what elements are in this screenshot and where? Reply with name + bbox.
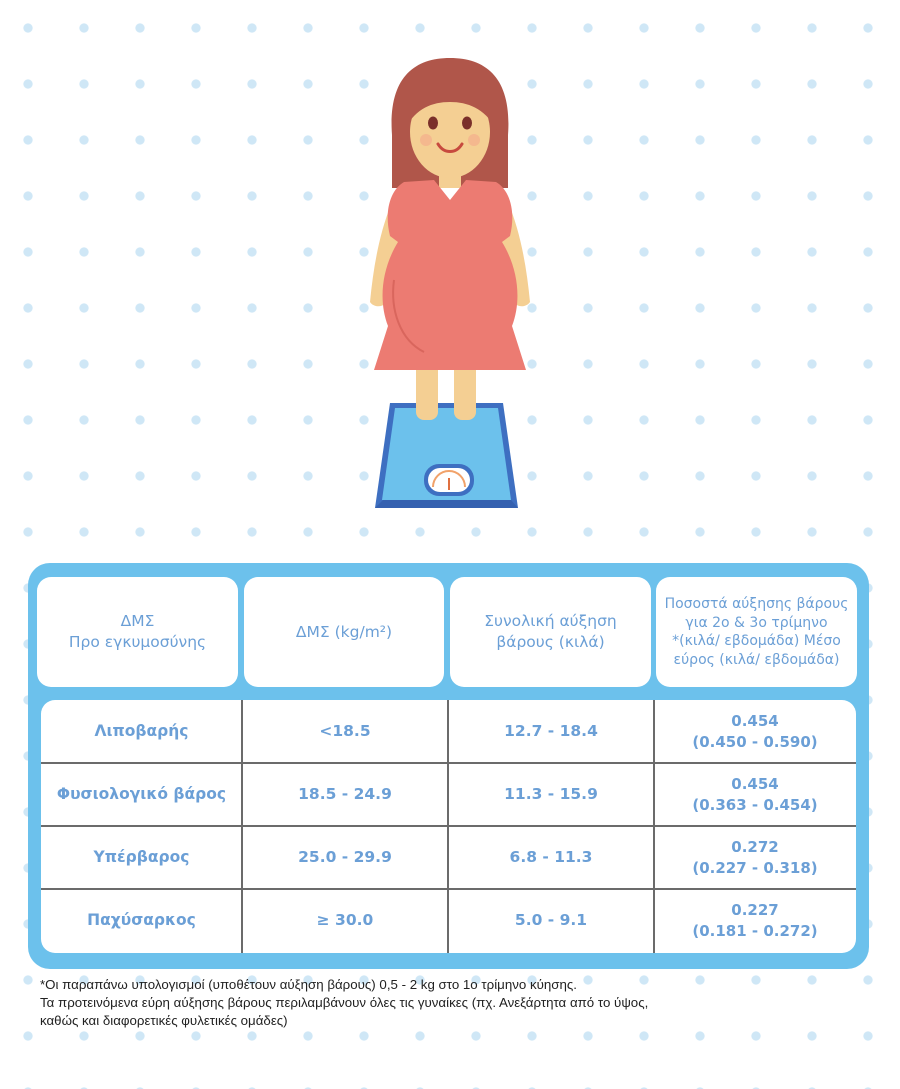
row-category: Λιποβαρής bbox=[94, 722, 189, 740]
footnote-line: *Οι παραπάνω υπολογισμοί (υποθέτουν αύξηση βάρους) 0,5 - 2 kg στο 1ο τρίμηνο κύησης. bbox=[40, 977, 577, 992]
weight-gain-table bbox=[28, 563, 869, 969]
row-category: Παχύσαρκος bbox=[87, 911, 196, 929]
header-total-weight-gain: Συνολική αύξηση βάρους (κιλά) bbox=[450, 577, 651, 687]
footnote-line: καθώς και διαφορετικές φυλετικές ομάδες) bbox=[40, 1013, 288, 1028]
row-divider bbox=[41, 888, 856, 890]
row-weekly-rate: 0.454 (0.450 - 0.590) bbox=[692, 711, 818, 751]
row-total-gain: 6.8 - 11.3 bbox=[509, 848, 593, 866]
table-body bbox=[41, 700, 856, 953]
woman-on-scale-illustration bbox=[340, 40, 560, 520]
row-total-gain: 11.3 - 15.9 bbox=[504, 785, 598, 803]
woman-icon bbox=[370, 58, 530, 420]
footnote bbox=[40, 976, 870, 1030]
row-weekly-rate: 0.454 (0.363 - 0.454) bbox=[692, 774, 818, 814]
row-bmi: ≥ 30.0 bbox=[316, 911, 374, 929]
header-weekly-gain-rate: Ποσοστά αύξησης βάρους για 2ο & 3ο τρίμηνο *(κιλά/ εβδομάδα) Μέσο εύρος (κιλά/ εβδομάδα) bbox=[656, 577, 857, 687]
row-weekly-rate: 0.227 (0.181 - 0.272) bbox=[692, 900, 818, 940]
row-divider bbox=[41, 762, 856, 764]
row-bmi: 18.5 - 24.9 bbox=[298, 785, 392, 803]
footnote-line: Τα προτεινόμενα εύρη αύξησης βάρους περιλαμβάνουν όλες τις γυναίκες (πχ. Ανεξάρτητα από το ύψος, bbox=[40, 995, 649, 1010]
row-total-gain: 5.0 - 9.1 bbox=[514, 911, 588, 929]
row-weekly-rate: 0.272 (0.227 - 0.318) bbox=[692, 837, 818, 877]
row-bmi: <18.5 bbox=[319, 722, 371, 740]
row-total-gain: 12.7 - 18.4 bbox=[504, 722, 598, 740]
header-bmi-pre-pregnancy: ΔΜΣ Προ εγκυμοσύνης bbox=[37, 577, 238, 687]
scale-icon bbox=[375, 403, 518, 508]
row-category: Φυσιολογικό βάρος bbox=[56, 785, 227, 803]
header-bmi-value: ΔΜΣ (kg/m²) bbox=[244, 577, 444, 687]
row-divider bbox=[41, 825, 856, 827]
row-category: Υπέρβαρος bbox=[93, 848, 190, 866]
row-bmi: 25.0 - 29.9 bbox=[298, 848, 392, 866]
